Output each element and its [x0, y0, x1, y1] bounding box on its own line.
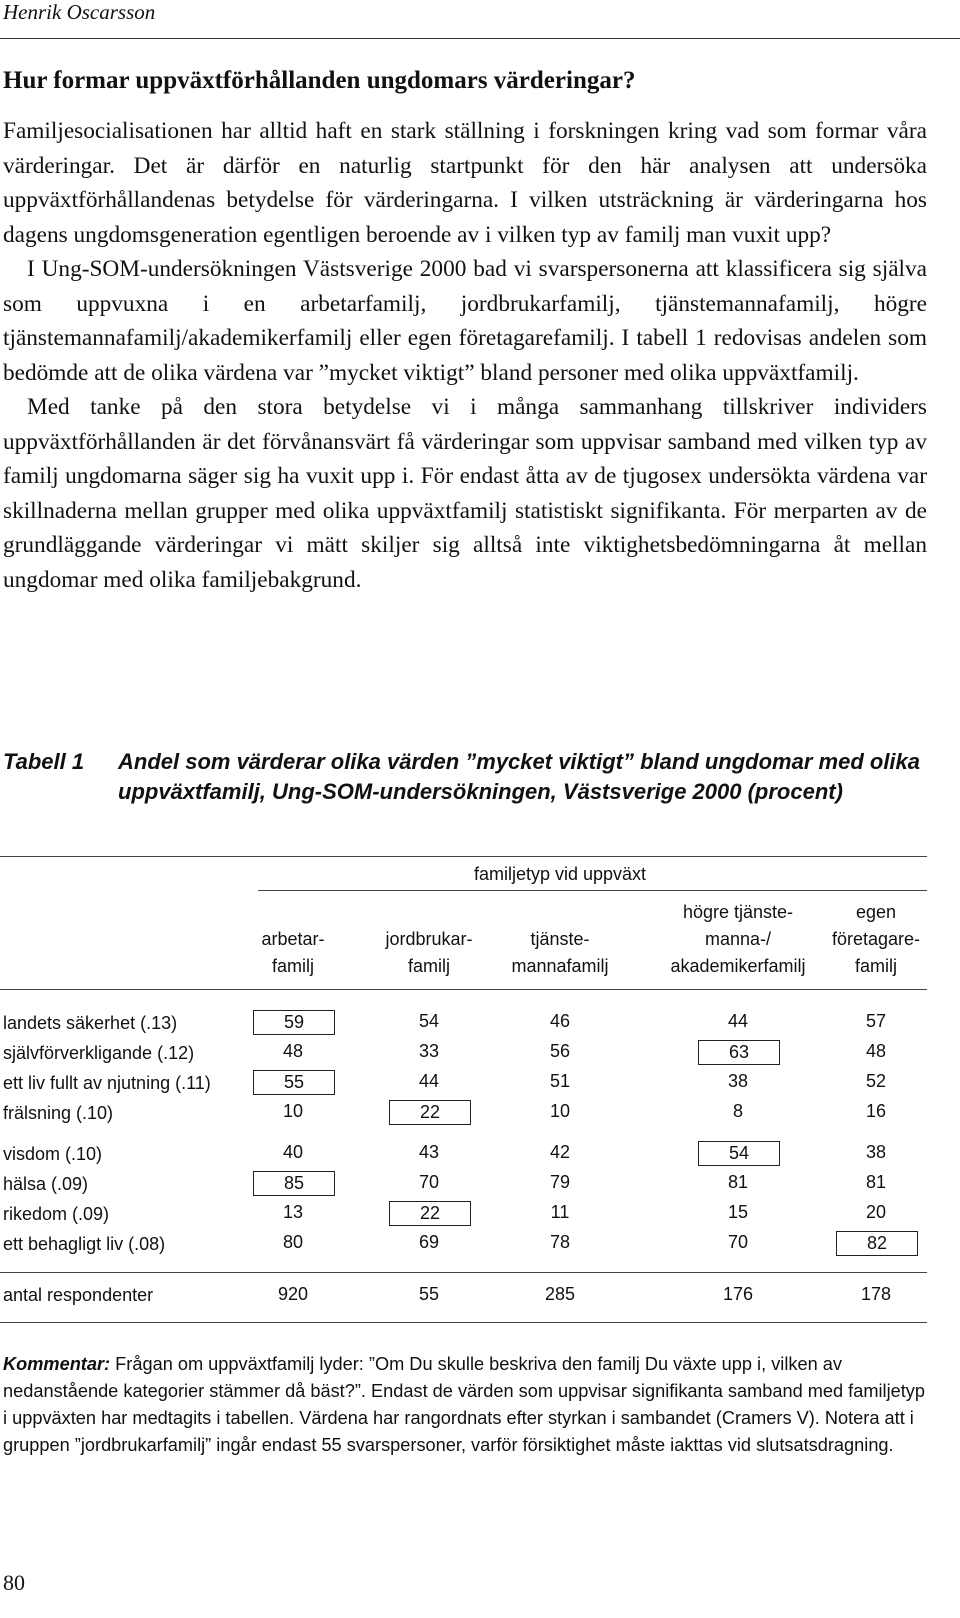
table-cell: 13 — [282, 1202, 304, 1222]
column-header: manna-/ — [704, 929, 772, 949]
table-body-rule — [0, 989, 927, 990]
column-group-header: familjetyp vid uppväxt — [473, 864, 647, 884]
row-label: visdom (.10) — [3, 1144, 103, 1164]
table-header-rule — [258, 890, 927, 891]
table-cell: 42 — [549, 1142, 571, 1162]
column-header: familj — [407, 956, 450, 976]
respondents-cell: 176 — [722, 1284, 754, 1304]
table-cell: 44 — [727, 1011, 749, 1031]
table-cell: 44 — [418, 1071, 440, 1091]
boxed-cell: 55 — [253, 1070, 335, 1095]
comment-text: Frågan om uppväxtfamilj lyder: ”Om Du skulle beskriva den familj Du växte upp i, vilken av nedanstående kategorier stämmer då bäst?”. Endast de värden som uppvisar signifikanta samband med familjetyp i uppväxten har medtagits i tabellen. Värdena har rangordnats efter styrkan i sambandet (Cramers V). Notera att i gruppen ”jordbrukarfamilj” ingår endast 55 svarspersoner, varför försiktighet måste iakttas vid slutsatsdragning. — [3, 1354, 926, 1455]
column-header: egen — [855, 902, 897, 922]
paragraph: Med tanke på den stora betydelse vi i många sammanhang tillskriver individers uppväxtförhållanden är det förvånansvärt få värderingar som uppvisar samband med vilken typ av familj ungdomarna säger sig ha vuxit upp i. För endast åtta av de tjugosex undersökta värdena var skillnaderna mellan grupper med olika uppväxtfamilj statistiskt signifikanta. För merparten av de grundläggande värderingar vi mätt skiljer sig alltså inte viktighetsbedömningarna åt mellan ungdomar med olika familjebakgrund. — [3, 394, 927, 593]
boxed-cell: 85 — [253, 1171, 335, 1196]
column-header: mannafamilj — [511, 956, 609, 976]
section-heading: Hur formar uppväxtförhållanden ungdomars värderingar? — [3, 67, 636, 94]
table-cell: 70 — [727, 1232, 749, 1252]
table-top-rule — [0, 856, 927, 857]
running-head: Henrik Oscarsson — [3, 0, 156, 24]
column-header: arbetar- — [261, 929, 325, 949]
table-cell: 56 — [549, 1041, 571, 1061]
column-header: jordbrukar- — [385, 929, 473, 949]
table-cell: 16 — [865, 1101, 887, 1121]
boxed-cell: 63 — [698, 1040, 780, 1065]
row-label: självförverkligande (.12) — [3, 1043, 195, 1063]
table-cell: 54 — [418, 1011, 440, 1031]
comment-label: Kommentar: — [3, 1354, 111, 1374]
paragraph: Familjesocialisationen har alltid haft en stark ställning i forskningen kring vad som formar våra värderingar. Det är därför en naturlig startpunkt för den här analysen att undersöka uppväxtförhållandenas betydelse för värderingarna. I vilken utsträckning är värderingarna hos dagens ungdomsgeneration egentligen beroende av i vilken typ av familj man vuxit upp? — [3, 118, 927, 248]
table-cell: 78 — [549, 1232, 571, 1252]
table-cell: 80 — [282, 1232, 304, 1252]
table-cell: 38 — [865, 1142, 887, 1162]
table-cell: 81 — [865, 1172, 887, 1192]
column-header: akademikerfamilj — [670, 956, 806, 976]
table-cell: 10 — [549, 1101, 571, 1121]
table-cell: 46 — [549, 1011, 571, 1031]
table-cell: 33 — [418, 1041, 440, 1061]
respondents-label: antal respondenter — [3, 1285, 154, 1305]
table-cell: 15 — [727, 1202, 749, 1222]
row-label: hälsa (.09) — [3, 1174, 89, 1194]
respondents-cell: 178 — [860, 1284, 892, 1304]
boxed-cell: 22 — [389, 1201, 471, 1226]
table-cell: 57 — [865, 1011, 887, 1031]
boxed-cell: 54 — [698, 1141, 780, 1166]
respondents-cell: 55 — [418, 1284, 440, 1304]
column-header: högre tjänste- — [682, 902, 794, 922]
row-label: rikedom (.09) — [3, 1204, 110, 1224]
respondents-cell: 920 — [277, 1284, 309, 1304]
row-label: landets säkerhet (.13) — [3, 1013, 178, 1033]
respondents-cell: 285 — [544, 1284, 576, 1304]
page-number: 80 — [3, 1570, 25, 1595]
boxed-cell: 59 — [253, 1010, 335, 1035]
table-cell: 70 — [418, 1172, 440, 1192]
column-header: tjänste- — [530, 929, 590, 949]
header-rule — [0, 38, 960, 39]
table-cell: 48 — [282, 1041, 304, 1061]
table-cell: 20 — [865, 1202, 887, 1222]
table-cell: 51 — [549, 1071, 571, 1091]
table-number: Tabell 1 — [3, 749, 85, 774]
table-cell: 10 — [282, 1101, 304, 1121]
table-comment — [3, 1351, 927, 1459]
row-label: ett liv fullt av njutning (.11) — [3, 1073, 211, 1093]
row-label: ett behagligt liv (.08) — [3, 1234, 166, 1254]
table-bottom-rule — [0, 1322, 927, 1323]
table-cell: 81 — [727, 1172, 749, 1192]
table-cell: 40 — [282, 1142, 304, 1162]
table-cell: 11 — [550, 1202, 570, 1222]
column-header: familj — [854, 956, 897, 976]
table-respondents-rule — [0, 1272, 927, 1273]
table-cell: 52 — [865, 1071, 887, 1091]
table-title: Andel som värderar olika värden ”mycket viktigt” bland ungdomar med olika uppväxtfamilj, Ung-SOM-undersökningen, Västsverige 2000 (procent) — [118, 749, 921, 804]
table-cell: 43 — [418, 1142, 440, 1162]
boxed-cell: 22 — [389, 1100, 471, 1125]
table-cell: 48 — [865, 1041, 887, 1061]
column-header: familj — [271, 956, 314, 976]
boxed-cell: 82 — [836, 1231, 918, 1256]
body-text — [3, 114, 927, 597]
table-cell: 79 — [549, 1172, 571, 1192]
table-cell: 38 — [727, 1071, 749, 1091]
row-label: frälsning (.10) — [3, 1103, 114, 1123]
paragraph: I Ung-SOM-undersökningen Västsverige 2000 bad vi svarspersonerna att klassificera sig själva som uppvuxna i en arbetarfamilj, jordbrukarfamilj, tjänstemannafamilj, högre tjänstemannafamilj/akademikerfamilj eller egen företagarefamilj. I tabell 1 redovisas andelen som bedömde att de olika värdena var ”mycket viktigt” bland personer med olika uppväxtfamilj. — [3, 256, 927, 386]
table-cell: 69 — [418, 1232, 440, 1252]
table-cell: 8 — [732, 1101, 743, 1121]
column-header: företagare- — [831, 929, 921, 949]
